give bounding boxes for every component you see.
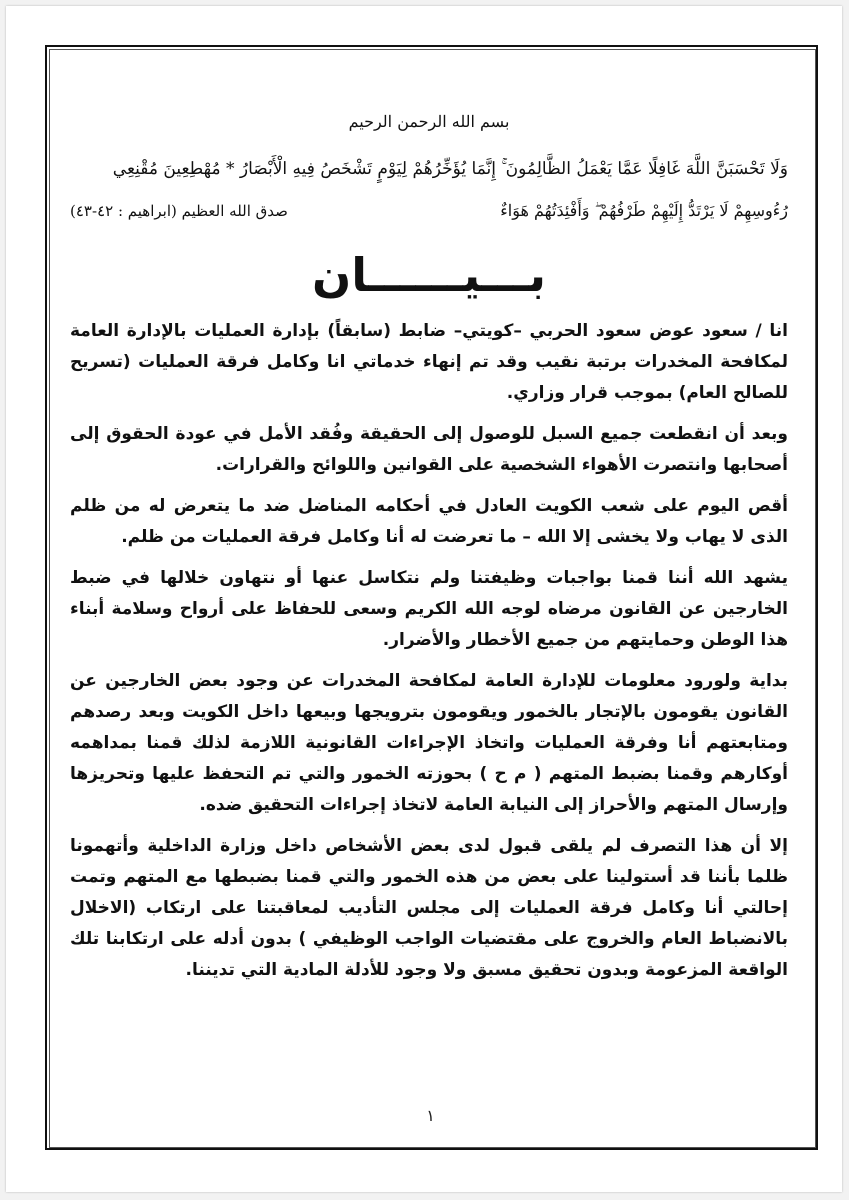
- paragraph-incident: بداية ولورود معلومات للإدارة العامة لمكافحة المخدرات عن وجود بعض الخارجين عن القانون يقومون بالإتجار بالخمور ويقومون بترويجها وبيعها داخل الكويت وبعد رصدهم ومتابعتهم أنا وفرقة العمليات واتخاذ الإجراءات القانونية اللازمة لذلك قمنا بمداهمه أوكارهم وقمنا بضبط المتهم ( م ح ) بحوزته الخمور والتي تم التحفظ عليها وتحريزها وإرسال المتهم والأحراز إلى النيابة العامة لاتخاذ إجراءات التحقيق ضده.: [70, 671, 788, 815]
- paragraph-introduction: انا / سعود عوض سعود الحربي –كويتي– ضابط (سابقاً) بإدارة العمليات بالإدارة العامة لمكافحة المخدرات برتبة نقيب وقد تم إنهاء خدماتي انا وكامل فرقة العمليات (تسريح للصالح العام) بموجب قرار وزاري.: [70, 321, 788, 403]
- paragraph-duty: يشهد الله أننا قمنا بواجبات وظيفتنا ولم نتكاسل عنها أو نتهاون خلالها في ضبط الخارجين عن القانون مرضاه لوجه الله الكريم وسعى للحفاظ على أرواح وسلامة أبناء هذا الوطن وحمايتهم من جميع الأخطار والأضرار.: [70, 568, 788, 650]
- paragraph-appeal: أقص اليوم على شعب الكويت العادل في أحكامه المناضل ضد ما يتعرض له من ظلم الذى لا يهاب ولا يخشى إلا الله – ما تعرضت له أنا وكامل فرقة العمليات من ظلم.: [70, 496, 788, 547]
- quran-verse-line-2: رُءُوسِهِمْ لَا يَرْتَدُّ إِلَيْهِمْ طَرْفُهُمْ ۖ وَأَفْئِدَتُهُمْ هَوَاءٌ: [500, 201, 788, 220]
- paragraph-lost-hope: وبعد أن انقطعت جميع السبل للوصول إلى الحقيقة وفُقد الأمل في عودة الحقوق إلى أصحابها وانتصرت الأهواء الشخصية على القوانين واللوائح والقرارات.: [70, 424, 788, 475]
- verse-citation: صدق الله العظيم (ابراهيم : ٤٢-٤٣): [70, 202, 288, 220]
- document-content: [64, 96, 794, 996]
- statement-title: بـــيــــــان: [311, 248, 547, 302]
- page-number: ١: [426, 1106, 435, 1125]
- basmala: بسم الله الرحمن الرحيم: [348, 112, 510, 131]
- quran-verse-line-1: وَلَا تَحْسَبَنَّ اللَّهَ غَافِلًا عَمَّا يَعْمَلُ الظَّالِمُونَ ۚ إِنَّمَا يُؤَخِّرُهُمْ لِيَوْمٍ تَشْخَصُ فِيهِ الْأَبْصَارُ * مُهْطِعِينَ مُقْنِعِي: [112, 159, 788, 179]
- quran-verse-line-2-row: [70, 194, 788, 228]
- paragraph-accusation: إلا أن هذا التصرف لم يلقى قبول لدى بعض الأشخاص داخل وزارة الداخلية وأتهمونا ظلما بأننا قد أستولينا على بعض من هذه الخمور والتي قمنا بضبطها مع المتهم وتمت إحالتي أنا وكامل فرقة العمليات إلى مجلس التأديب لمعاقبتنا على ارتكاب (الاخلال بالانضباط العام والخروج على مقتضيات الواجب الوظيفي ) بدون أدله على ارتكابنا تلك الواقعة المزعومة وبدون تحقيق مسبق ولا وجود للأدلة المادية التي تديننا.: [70, 836, 788, 980]
- document-page: [6, 6, 842, 1192]
